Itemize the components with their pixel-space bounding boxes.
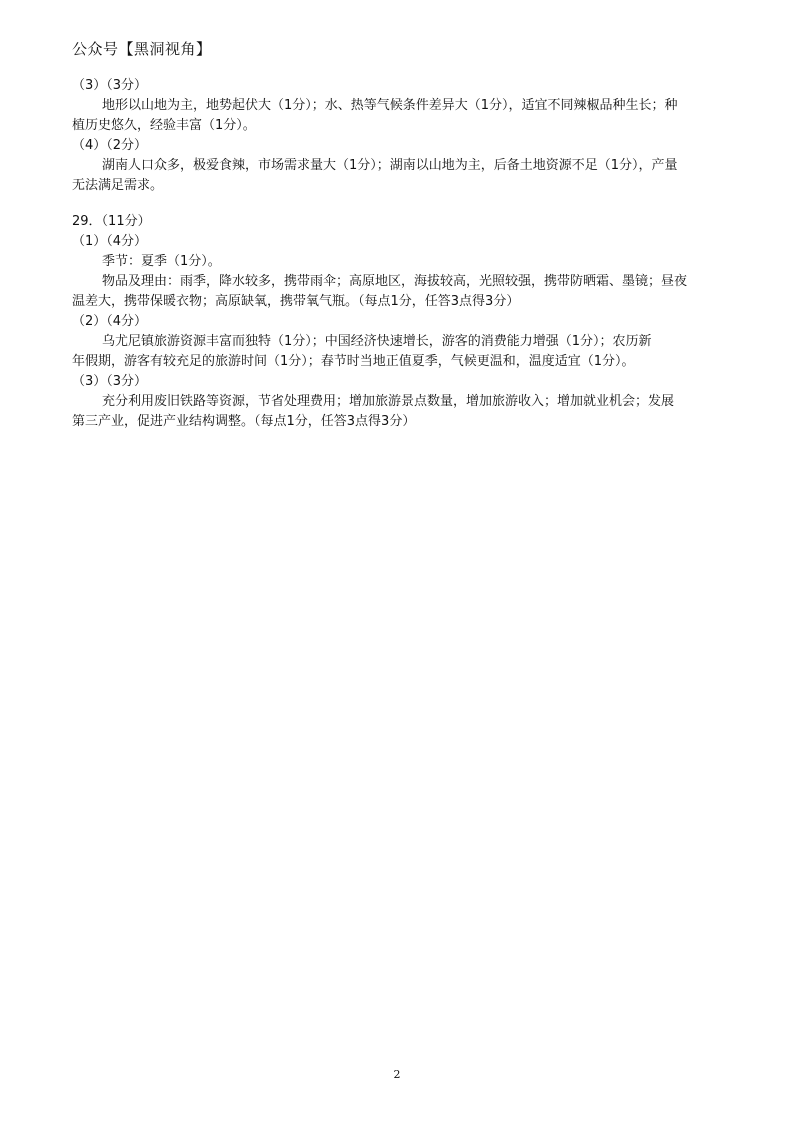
- q29-part3-label: （3）（3分）: [72, 374, 148, 389]
- q28-part3-line1: 地形以山地为主，地势起伏大（1分）；水、热等气候条件差异大（1分），适宜不同辣椒品种生长；种: [102, 98, 678, 113]
- q29-part2-line1: 乌尤尼镇旅游资源丰富而独特（1分）；中国经济快速增长，游客的消费能力增强（1分）；农历新: [102, 334, 652, 349]
- q29-part1-season: 季节：夏季（1分）。: [102, 254, 221, 269]
- page-number: 2: [393, 1068, 401, 1081]
- q29-part2-label: （2）（4分）: [72, 314, 148, 329]
- q28-part3-line2: 植历史悠久，经验丰富（1分）。: [72, 118, 256, 133]
- q29-part3-line1: 充分利用废旧铁路等资源，节省处理费用；增加旅游景点数量，增加旅游收入；增加就业机会；发展: [102, 394, 675, 409]
- page-header: 公众号【黑洞视角】: [72, 40, 212, 58]
- answer-content: [72, 76, 722, 432]
- q29-part2-line2: 年假期，游客有较充足的旅游时间（1分）；春节时当地正值夏季，气候更温和，温度适宜（1分）。: [72, 354, 635, 369]
- q29-title: 29．（11分）: [72, 214, 151, 229]
- q28-part4-label: （4）（2分）: [72, 138, 148, 153]
- q29-part1-line1: 物品及理由：雨季，降水较多，携带雨伞；高原地区，海拔较高，光照较强，携带防晒霜、墨镜；昼夜: [102, 274, 688, 289]
- section-gap: [72, 196, 722, 212]
- q28-part4-line2: 无法满足需求。: [72, 178, 164, 193]
- q28-part3-label: （3）（3分）: [72, 78, 148, 93]
- q28-part4-line1: 湖南人口众多，极爱食辣，市场需求量大（1分）；湖南以山地为主，后备土地资源不足（1分），产量: [102, 158, 678, 173]
- q29-part1-label: （1）（4分）: [72, 234, 148, 249]
- q29-part1-line2: 温差大，携带保暖衣物；高原缺氧，携带氧气瓶。（每点1分，任答3点得3分）: [72, 294, 520, 309]
- q29-part3-line2: 第三产业，促进产业结构调整。（每点1分，任答3点得3分）: [72, 414, 416, 429]
